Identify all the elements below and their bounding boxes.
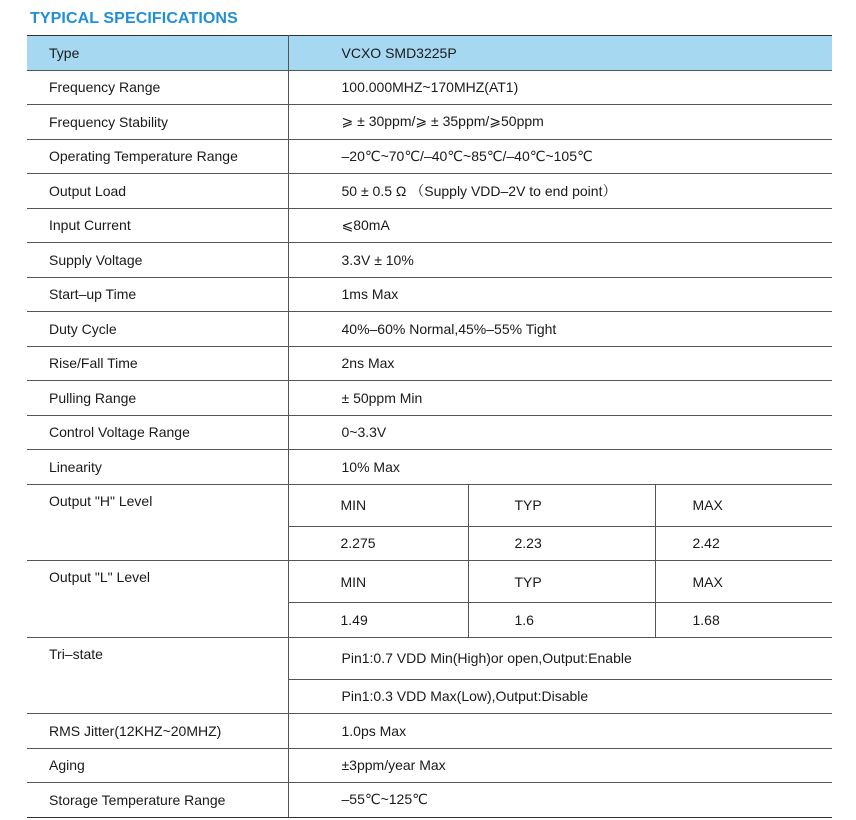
output-h-typ-header: TYP — [468, 484, 655, 526]
row-label: RMS Jitter(12KHZ~20MHZ) — [27, 714, 288, 749]
row-label: Supply Voltage — [27, 243, 288, 278]
row-value: ± 50ppm Min — [288, 381, 832, 416]
page-title: TYPICAL SPECIFICATIONS — [30, 10, 238, 27]
table-row — [27, 381, 832, 416]
row-label: Rise/Fall Time — [27, 346, 288, 381]
output-h-label: Output "H" Level — [27, 484, 288, 526]
output-l-min-header: MIN — [288, 561, 468, 603]
row-label: Pulling Range — [27, 381, 288, 416]
row-value: ⩾ ± 30ppm/⩾ ± 35ppm/⩾50ppm — [288, 105, 832, 140]
tristate-label: Tri–state — [27, 637, 288, 679]
output-l-empty-label — [27, 603, 288, 638]
row-value: 1ms Max — [288, 277, 832, 312]
table-row — [27, 174, 832, 209]
row-value: –55℃~125℃ — [288, 783, 832, 818]
row-label: Linearity — [27, 450, 288, 485]
row-value: 40%–60% Normal,45%–55% Tight — [288, 312, 832, 347]
table-row — [27, 346, 832, 381]
table-header-row — [27, 36, 832, 71]
row-value: ⩽80mA — [288, 208, 832, 243]
row-label: Aging — [27, 748, 288, 783]
row-value: 2ns Max — [288, 346, 832, 381]
row-value: ±3ppm/year Max — [288, 748, 832, 783]
row-label: Control Voltage Range — [27, 415, 288, 450]
output-h-empty-label — [27, 526, 288, 561]
output-h-values-row — [27, 526, 832, 561]
tristate-row-2 — [27, 679, 832, 714]
output-l-typ-header: TYP — [468, 561, 655, 603]
table-row — [27, 105, 832, 140]
table-row — [27, 312, 832, 347]
table-row — [27, 277, 832, 312]
table-row — [27, 714, 832, 749]
output-l-header-row — [27, 561, 832, 603]
specifications-table — [27, 35, 832, 818]
row-label: Frequency Stability — [27, 105, 288, 140]
row-label: Operating Temperature Range — [27, 139, 288, 174]
table-row — [27, 415, 832, 450]
tristate-row — [27, 637, 832, 679]
row-value: 3.3V ± 10% — [288, 243, 832, 278]
row-label: Start–up Time — [27, 277, 288, 312]
header-value: VCXO SMD3225P — [288, 36, 832, 71]
header-label: Type — [27, 36, 288, 71]
output-h-typ-value: 2.23 — [468, 526, 655, 561]
row-value: –20℃~70℃/–40℃~85℃/–40℃~105℃ — [288, 139, 832, 174]
row-label: Frequency Range — [27, 70, 288, 105]
row-label: Output Load — [27, 174, 288, 209]
tristate-empty-label — [27, 679, 288, 714]
output-h-min-header: MIN — [288, 484, 468, 526]
output-l-typ-value: 1.6 — [468, 603, 655, 638]
row-label: Storage Temperature Range — [27, 783, 288, 818]
output-h-max-value: 2.42 — [655, 526, 832, 561]
output-l-values-row — [27, 603, 832, 638]
row-value: 0~3.3V — [288, 415, 832, 450]
row-value: 1.0ps Max — [288, 714, 832, 749]
row-value: 100.000MHZ~170MHZ(AT1) — [288, 70, 832, 105]
output-l-label: Output "L" Level — [27, 561, 288, 603]
output-l-max-header: MAX — [655, 561, 832, 603]
table-row — [27, 450, 832, 485]
table-row — [27, 748, 832, 783]
output-h-header-row — [27, 484, 832, 526]
row-value: 50 ± 0.5 Ω （Supply VDD–2V to end point） — [288, 174, 832, 209]
table-row — [27, 783, 832, 818]
table-row — [27, 243, 832, 278]
tristate-disable-value: Pin1:0.3 VDD Max(Low),Output:Disable — [288, 679, 832, 714]
output-h-min-value: 2.275 — [288, 526, 468, 561]
table-row — [27, 208, 832, 243]
output-l-min-value: 1.49 — [288, 603, 468, 638]
row-value: 10% Max — [288, 450, 832, 485]
table-row — [27, 139, 832, 174]
row-label: Duty Cycle — [27, 312, 288, 347]
tristate-enable-value: Pin1:0.7 VDD Min(High)or open,Output:Enable — [288, 637, 832, 679]
output-l-max-value: 1.68 — [655, 603, 832, 638]
row-label: Input Current — [27, 208, 288, 243]
output-h-max-header: MAX — [655, 484, 832, 526]
table-row — [27, 70, 832, 105]
